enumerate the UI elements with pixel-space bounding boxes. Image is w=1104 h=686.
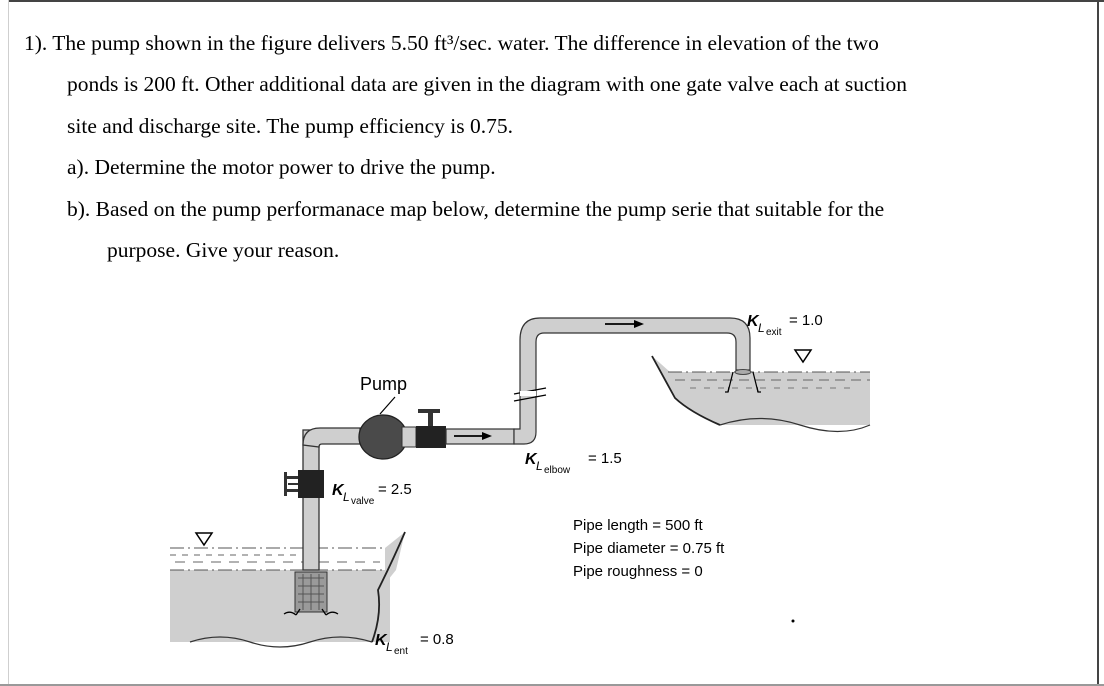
exit-k-symbol: K [747,313,759,330]
elbow-subscript: elbow [544,465,571,476]
stray-dot [792,620,795,623]
problem-statement-line-2: ponds is 200 ft. Other additional data are given in the diagram with one gate valve each at suction [67,72,908,96]
pump-icon [359,415,416,459]
problem-statement-line-1: 1). The pump shown in the figure delivers 5.50 ft³/sec. water. The difference in elevation of the two [24,31,879,55]
pump-label: Pump [360,374,408,394]
valve-k-symbol: K [332,482,344,499]
pump-system-figure [160,288,880,684]
pipe-length-label: Pipe length = 500 ft [573,517,703,534]
elbow-loss-coefficient [525,450,622,476]
exit-loss-coefficient [747,312,823,338]
exit-subscript: exit [766,327,782,338]
elbow-k-symbol: K [525,451,537,468]
frame-top-border [8,0,1104,2]
lower-pond [170,532,405,647]
entrance-k-value: = 0.8 [420,631,454,648]
question-part-a: a). Determine the motor power to drive the pump. [67,155,496,179]
exit-k-value: = 1.0 [789,312,823,329]
pump-label-leader [380,397,395,414]
entrance-subscript: ent [394,646,408,657]
pipe-diameter-label: Pipe diameter = 0.75 ft [573,540,725,557]
question-part-b-line-1: b). Based on the pump performanace map below, determine the pump serie that suitable for the [67,197,885,221]
frame-left-border [8,0,9,686]
entrance-l-subscript: L [386,640,393,654]
discharge-gate-valve [416,409,446,448]
pipe-roughness-label: Pipe roughness = 0 [573,563,703,580]
valve-k-value: = 2.5 [378,481,412,498]
lower-water-level-marker-icon [196,533,212,545]
valve-subscript: valve [351,496,375,507]
upper-pond [652,356,870,432]
exit-l-subscript: L [758,321,765,335]
question-part-b-line-2: purpose. Give your reason. [107,238,340,262]
valve-l-subscript: L [343,490,350,504]
elbow-k-value: = 1.5 [588,450,622,467]
problem-statement-line-3: site and discharge site. The pump efficiency is 0.75. [67,114,514,138]
elbow-l-subscript: L [536,459,543,473]
upper-water-level-marker-icon [795,350,811,362]
frame-right-border [1097,0,1099,686]
entrance-k-symbol: K [375,632,387,649]
valve-loss-coefficient [332,481,412,507]
